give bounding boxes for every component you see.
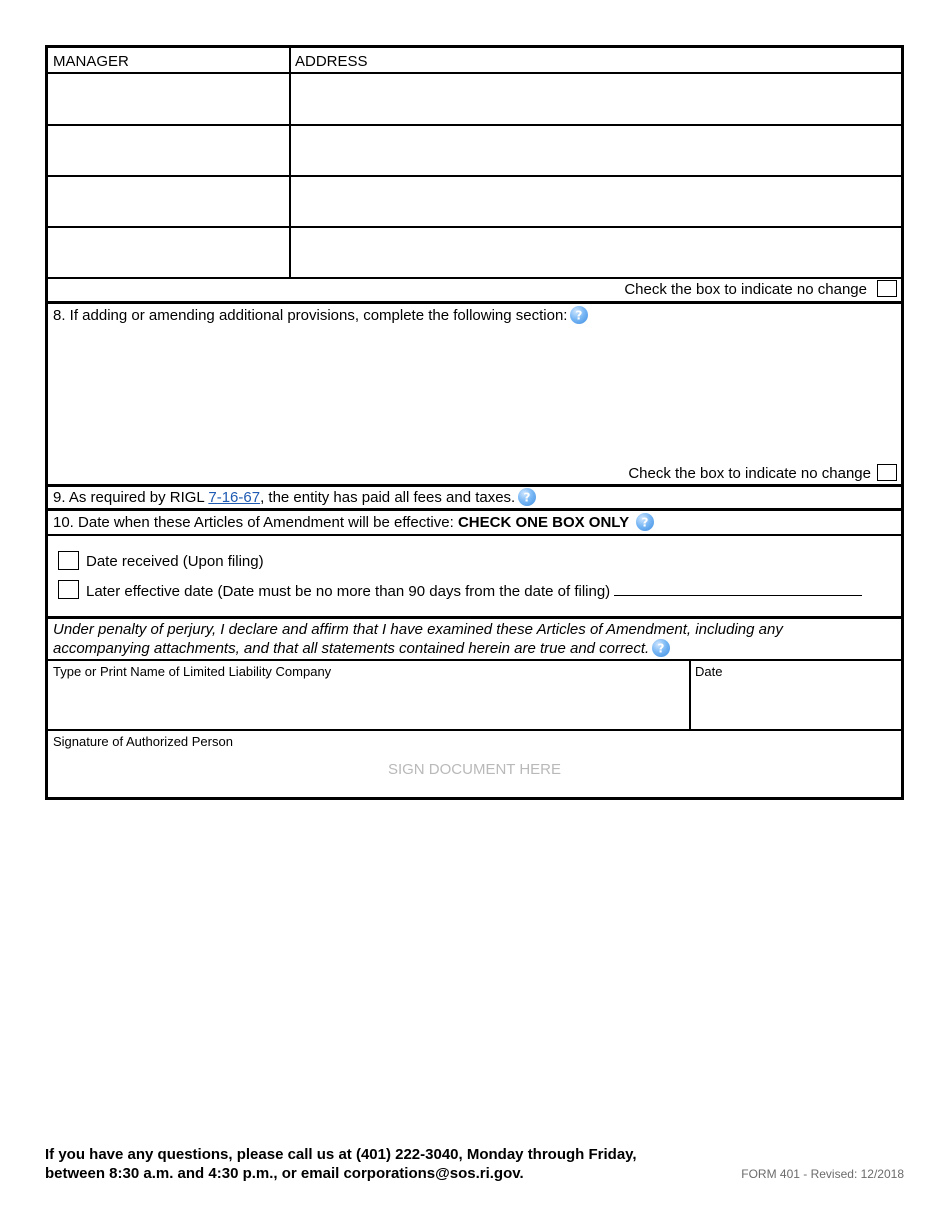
date-input[interactable] xyxy=(691,682,901,728)
section-divider xyxy=(48,508,901,511)
manager-name-input-1[interactable] xyxy=(48,74,288,123)
manager-address-input-4[interactable] xyxy=(291,228,901,276)
contact-line-1: If you have any questions, please call us at (401) 222-3040, Monday through Friday, xyxy=(45,1146,637,1163)
signature-label: Signature of Authorized Person xyxy=(53,734,233,749)
section-9-suffix: , the entity has paid all fees and taxes. xyxy=(260,489,516,506)
section-divider xyxy=(48,484,901,487)
manager-column-header: MANAGER xyxy=(53,53,129,70)
company-name-input[interactable] xyxy=(48,682,688,728)
svg-text:?: ? xyxy=(641,515,649,530)
section-8-label xyxy=(53,306,588,325)
manager-address-input-1[interactable] xyxy=(291,74,901,123)
manager-address-input-2[interactable] xyxy=(291,126,901,174)
contact-line-2: between 8:30 a.m. and 4:30 p.m., or email corporations@sos.ri.gov. xyxy=(45,1165,524,1182)
section-8-no-change-label: Check the box to indicate no change xyxy=(628,465,871,482)
svg-text:?: ? xyxy=(657,641,665,656)
check-one-box-only-note: CHECK ONE BOX ONLY xyxy=(457,514,630,531)
date-received-option-label: Date received (Upon filing) xyxy=(86,553,264,570)
section-8-text: 8. If adding or amending additional provisions, complete the following section: xyxy=(53,307,568,324)
manager-name-input-2[interactable] xyxy=(48,126,288,174)
section-9-prefix: 9. As required by RIGL xyxy=(53,489,209,506)
sign-document-here-field[interactable]: SIGN DOCUMENT HERE xyxy=(387,761,562,778)
date-received-checkbox[interactable] xyxy=(58,551,79,570)
perjury-declaration-text: accompanying attachments, and that all statements contained herein are true and correct. xyxy=(53,640,650,657)
section-8-no-change-checkbox[interactable] xyxy=(877,464,897,481)
managers-no-change-checkbox[interactable] xyxy=(877,280,897,297)
section-divider xyxy=(48,301,901,304)
divider xyxy=(48,277,901,279)
later-effective-date-checkbox[interactable] xyxy=(58,580,79,599)
section-10-heading xyxy=(53,513,654,532)
manager-name-input-3[interactable] xyxy=(48,177,288,225)
later-effective-date-option xyxy=(86,582,862,601)
section-9-statement xyxy=(53,488,536,507)
effective-date-blank[interactable] xyxy=(614,582,862,596)
svg-text:?: ? xyxy=(576,308,583,323)
manager-name-input-4[interactable] xyxy=(48,228,288,276)
svg-text:?: ? xyxy=(523,490,531,505)
rigl-7-16-67-link[interactable]: 7-16-67 xyxy=(208,489,261,506)
perjury-declaration-line-2 xyxy=(53,639,670,658)
form-number: FORM 401 - Revised: 12/2018 xyxy=(741,1167,904,1181)
divider xyxy=(48,659,901,661)
section-10-label: 10. Date when these Articles of Amendment will be effective: xyxy=(53,514,458,531)
later-effective-date-label: Later effective date (Date must be no more than 90 days from the date of filing) xyxy=(86,583,611,600)
contact-info xyxy=(45,1145,637,1183)
perjury-declaration-line-1: Under penalty of perjury, I declare and affirm that I have examined these Articles of Amendment, including any xyxy=(53,621,783,638)
section-divider xyxy=(48,616,901,619)
date-label: Date xyxy=(695,664,723,679)
help-icon[interactable] xyxy=(518,488,536,506)
manager-address-input-3[interactable] xyxy=(291,177,901,225)
help-icon[interactable] xyxy=(652,639,670,657)
managers-no-change-label: Check the box to indicate no change xyxy=(624,281,867,298)
divider xyxy=(48,729,901,731)
divider xyxy=(48,534,901,536)
amendment-form xyxy=(45,45,904,800)
help-icon[interactable] xyxy=(636,513,654,531)
help-icon[interactable] xyxy=(570,306,588,324)
company-name-label: Type or Print Name of Limited Liability Company xyxy=(53,664,332,679)
address-column-header: ADDRESS xyxy=(295,53,368,70)
